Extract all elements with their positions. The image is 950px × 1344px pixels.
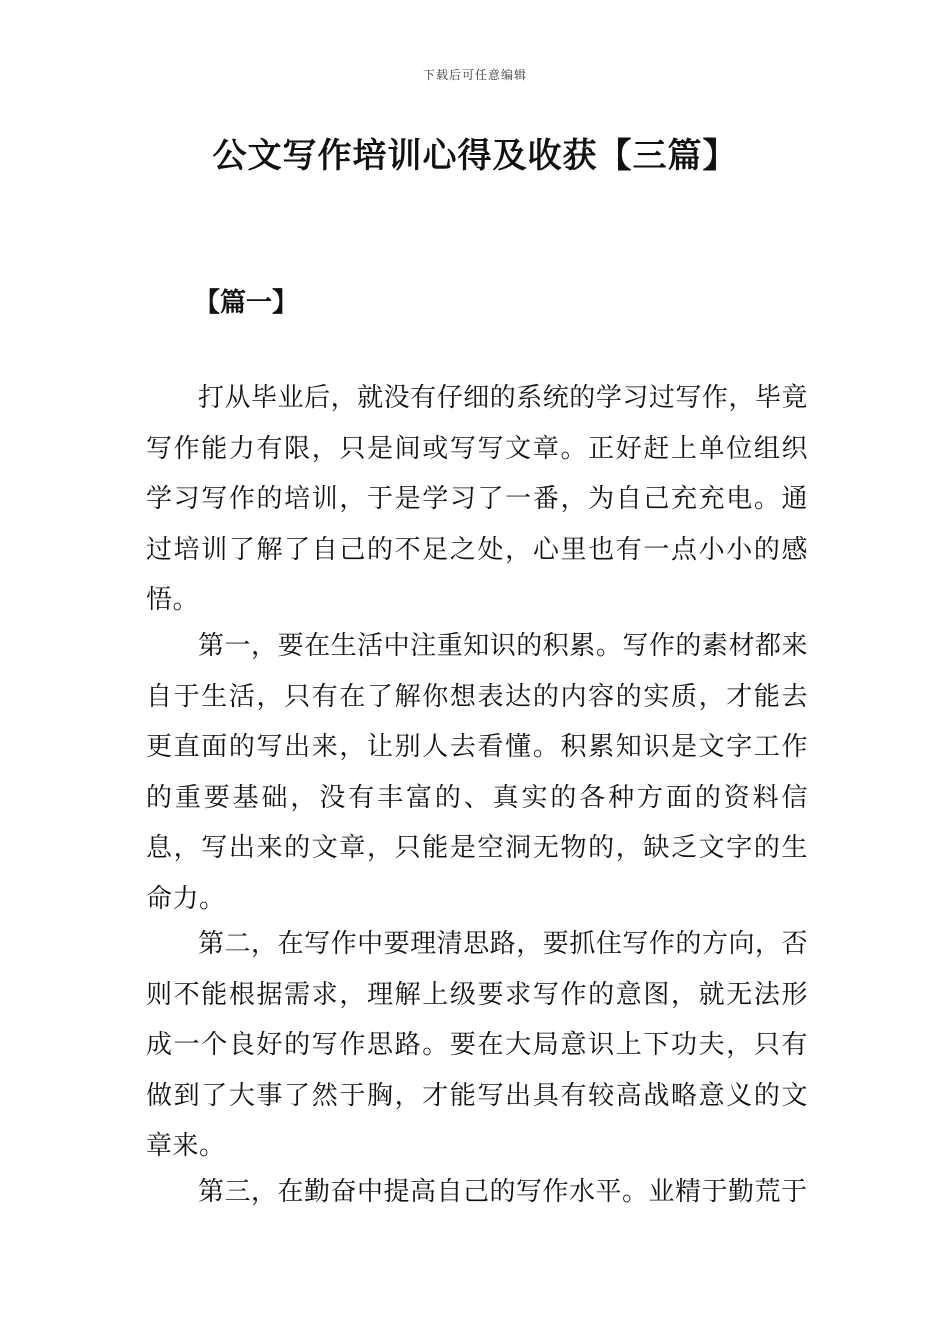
paragraph-3: 第二，在写作中要理清思路，要抓住写作的方向，否则不能根据需求，理解上级要求写作的意图，就无法形成一个良好的写作思路。要在大局意识上下功夫，只有做到了大事了然于胸，才能写出具有较高战略意义的文章来。 xyxy=(146,929,808,1161)
document-title: 公文写作培训心得及收获【三篇】 xyxy=(212,136,738,176)
paragraph-4: 第三，在勤奋中提高自己的写作水平。业精于勤荒于 xyxy=(198,1177,808,1207)
section-label: 【篇一】 xyxy=(194,288,299,318)
paragraph-1: 打从毕业后，就没有仔细的系统的学习过写作，毕竟写作能力有限，只是间或写写文章。正好赶上单位组织学习写作的培训，于是学习了一番，为自己充充电。通过培训了解了自己的不足之处，心里也有一点小小的感悟。 xyxy=(146,383,808,615)
header-note: 下载后可任意编辑 xyxy=(422,68,527,82)
paragraph-2: 第一，要在生活中注重知识的积累。写作的素材都来自于生活，只有在了解你想表达的内容的实质，才能去更直面的写出来，让别人去看懂。积累知识是文字工作的重要基础，没有丰富的、真实的各种方面的资料信息，写出来的文章，只能是空洞无物的，缺乏文字的生命力。 xyxy=(146,631,808,914)
